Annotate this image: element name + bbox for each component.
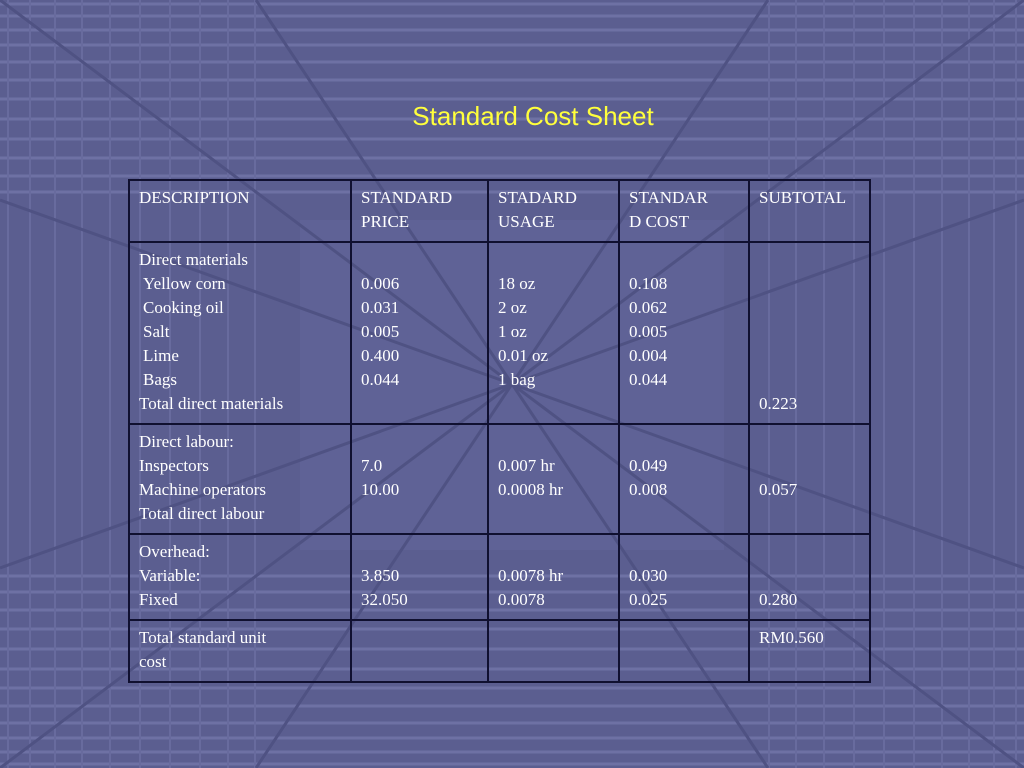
cell-line [759,368,860,392]
cell-line: Direct materials [139,250,249,269]
cell-line: 0.006 [361,274,400,293]
cost-cell [619,424,749,534]
header-standard-usage [488,180,619,242]
header-standard-price [351,180,488,242]
cell-line: 0.031 [361,298,400,317]
cell-line: 0.01 oz [498,346,549,365]
cost-cell [619,620,749,682]
cell-line [498,392,609,416]
cell-line: 0.007 hr [498,456,555,475]
cell-line: 0.0078 [498,590,545,609]
cell-line: Total standard unit [139,628,267,647]
slide-title: Standard Cost Sheet [412,101,654,131]
header-description [129,180,351,242]
cell-line: Variable: [139,566,201,585]
price-cell [351,424,488,534]
cell-line: 1 oz [498,322,527,341]
price-cell [351,620,488,682]
cell-line: Salt [143,322,170,341]
cell-line [759,296,860,320]
usage-cell [488,534,619,620]
header-standard-cost [619,180,749,242]
cell-line: 0.057 [759,480,798,499]
cell-line: cost [139,652,167,671]
cell-line: 0.025 [629,590,668,609]
price-cell [351,242,488,424]
cell-line: RM0.560 [759,628,824,647]
cell-line: 0.004 [629,346,668,365]
cell-line: Lime [143,346,179,365]
cost-cell [619,534,749,620]
subtotal-cell [749,242,870,424]
cell-line [759,320,860,344]
cell-line [629,248,739,272]
usage-cell [488,424,619,534]
cell-line: Direct labour: [139,432,234,451]
description-cell [129,534,351,620]
cell-line [629,392,739,416]
header-line: STADARD [498,188,577,207]
price-cell [351,534,488,620]
usage-cell [488,242,619,424]
header-line: SUBTOTAL [759,188,847,207]
header-line: PRICE [361,212,410,231]
cell-line [759,454,860,478]
cell-line: 32.050 [361,590,408,609]
cell-line [629,430,739,454]
cell-line: 0.400 [361,346,400,365]
cell-line [498,248,609,272]
cell-line: Fixed [139,590,178,609]
cell-line: Total direct materials [139,394,284,413]
cell-line: 0.044 [361,370,400,389]
header-line: D COST [629,212,689,231]
cell-line [759,540,860,564]
header-line: STANDAR [629,188,708,207]
description-cell [129,620,351,682]
cell-line: 10.00 [361,480,400,499]
cell-line: 0.0008 hr [498,480,564,499]
header-line: STANDARD [361,188,453,207]
description-cell [129,242,351,424]
cell-line: 18 oz [498,274,536,293]
cell-line: 0.108 [629,274,668,293]
cell-line: 0.044 [629,370,668,389]
cell-line [498,430,609,454]
cell-line [361,248,478,272]
cell-line: 0.049 [629,456,668,475]
table-row [129,424,870,534]
cell-line: 2 oz [498,298,527,317]
description-cell [129,424,351,534]
cell-line: Overhead: [139,542,210,561]
table-row [129,620,870,682]
cell-line: 0.008 [629,480,668,499]
cell-line: Cooking oil [143,298,224,317]
cell-line [361,392,478,416]
cell-line [759,564,860,588]
cell-line: 0.062 [629,298,668,317]
cell-line [759,344,860,368]
cell-line: 0.005 [629,322,668,341]
header-subtotal [749,180,870,242]
cell-line: Inspectors [139,456,209,475]
cell-line [759,248,860,272]
table-header-row [129,180,870,242]
cell-line: 0.005 [361,322,400,341]
subtotal-cell [749,534,870,620]
cell-line [629,502,739,526]
cell-line: 0.030 [629,566,668,585]
cell-line: 3.850 [361,566,400,585]
cell-line: Total direct labour [139,504,265,523]
cell-line: 0.280 [759,590,798,609]
cost-cell [619,242,749,424]
subtotal-cell [749,620,870,682]
cell-line: 1 bag [498,370,536,389]
cell-line [361,430,478,454]
cell-line [629,540,739,564]
usage-cell [488,620,619,682]
header-line: USAGE [498,212,555,231]
header-line: DESCRIPTION [139,188,250,207]
cell-line: 0.0078 hr [498,566,564,585]
cell-line: Bags [143,370,177,389]
cell-line [361,502,478,526]
cell-line [759,502,860,526]
table-row [129,534,870,620]
cell-line: Machine operators [139,480,266,499]
standard-cost-table [128,179,871,683]
table-row [129,242,870,424]
cell-line: Yellow corn [143,274,226,293]
cell-line: 7.0 [361,456,383,475]
cell-line [759,430,860,454]
subtotal-cell [749,424,870,534]
cell-line [498,540,609,564]
cell-line [498,502,609,526]
cell-line [759,272,860,296]
cell-line: 0.223 [759,394,798,413]
cell-line [361,540,478,564]
